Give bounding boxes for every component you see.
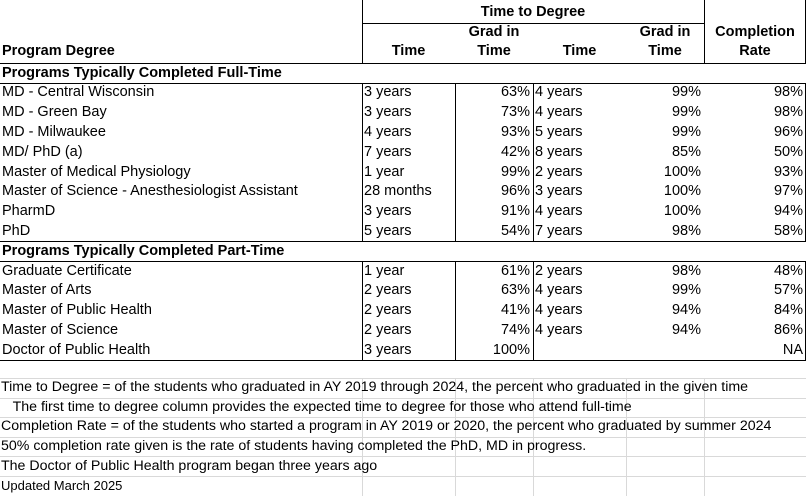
table-cell-time2: 3 years xyxy=(535,183,583,200)
footnote: The Doctor of Public Health program began three years ago xyxy=(1,457,378,474)
cell-border xyxy=(455,301,456,321)
cell-border xyxy=(533,202,534,222)
cell-border xyxy=(455,122,456,142)
cell-border xyxy=(533,162,534,182)
table-cell-program: Master of Science xyxy=(2,321,119,338)
table-cell-time: 1 year xyxy=(364,262,405,279)
cell-border xyxy=(455,320,456,340)
cell-border xyxy=(362,162,363,182)
table-cell-program: MD/ PhD (a) xyxy=(2,143,83,160)
table-cell-grad2: 99% xyxy=(671,84,701,101)
table-cell-time: 3 years xyxy=(364,104,412,121)
gridline xyxy=(626,378,627,496)
footnote: 50% completion rate given is the rate of students having completed the PhD, MD in progress. xyxy=(1,438,587,455)
table-cell-program: Master of Science - Anesthesiologist Assistant xyxy=(2,183,298,200)
cell-border xyxy=(533,221,534,241)
table-cell-program: MD - Green Bay xyxy=(2,104,107,121)
table-cell-program: MD - Milwaukee xyxy=(2,123,106,140)
table-cell-time2: 8 years xyxy=(535,143,583,160)
footnote: Time to Degree = of the students who graduated in AY 2019 through 2024, the percent who graduated in the given time xyxy=(1,379,749,395)
table-cell-time2: 4 years xyxy=(535,282,583,299)
cell-border xyxy=(455,182,456,202)
table-cell-grad2: 85% xyxy=(671,143,701,160)
table-cell-grad2: 94% xyxy=(671,321,701,338)
table-cell-grad2: 100% xyxy=(663,203,701,220)
col-header-completion-rate: Completion xyxy=(715,24,795,40)
table-cell-grad2: 100% xyxy=(663,163,701,180)
table-cell-time: 28 months xyxy=(364,183,432,200)
col-header-grad-in-time-1: Grad in xyxy=(468,24,520,40)
col-header-program-degree: Program Degree xyxy=(2,43,115,59)
cell-border xyxy=(533,320,534,340)
table-cell-program: Graduate Certificate xyxy=(2,262,132,279)
cell-border xyxy=(533,301,534,321)
table-cell-time: 3 years xyxy=(364,203,412,220)
cell-border xyxy=(362,320,363,340)
cell-border xyxy=(533,261,534,281)
table-cell-completion: 94% xyxy=(773,203,803,220)
table-cell-grad2: 98% xyxy=(671,222,701,239)
gridline xyxy=(362,378,363,496)
cell-border xyxy=(362,182,363,202)
cell-border xyxy=(455,340,456,360)
cell-border xyxy=(362,301,363,321)
table-cell-grad2: 98% xyxy=(671,262,701,279)
table-cell-grad: 42% xyxy=(500,143,530,160)
table-cell-time2: 4 years xyxy=(535,321,583,338)
cell-border xyxy=(455,103,456,123)
cell-border xyxy=(362,221,363,241)
cell-border xyxy=(362,83,363,103)
table-cell-program: Doctor of Public Health xyxy=(2,341,151,358)
cell-border xyxy=(533,122,534,142)
table-cell-time: 2 years xyxy=(364,282,412,299)
cell-border xyxy=(455,202,456,222)
table-cell-time: 5 years xyxy=(364,222,412,239)
cell-border xyxy=(362,142,363,162)
col-header-grad-in-time-1b: Time xyxy=(477,43,511,59)
col-header-grad-in-time-2b: Time xyxy=(648,43,682,59)
table-cell-completion: 50% xyxy=(773,143,803,160)
table-cell-grad: 63% xyxy=(500,282,530,299)
table-cell-time: 4 years xyxy=(364,123,412,140)
cell-border xyxy=(362,122,363,142)
header-border xyxy=(704,0,705,63)
table-cell-completion: 84% xyxy=(773,302,803,319)
col-header-time-2: Time xyxy=(562,43,597,59)
table-cell-completion: 93% xyxy=(773,163,803,180)
table-cell-program: Master of Medical Physiology xyxy=(2,163,191,180)
col-header-completion-rate-b: Rate xyxy=(739,43,771,59)
footnote: The first time to degree column provides the expected time to degree for those who attend full-time xyxy=(1,398,632,415)
table-cell-time: 3 years xyxy=(364,84,412,101)
table-cell-grad2: 94% xyxy=(671,302,701,319)
table-cell-completion: 98% xyxy=(773,104,803,121)
table-cell-grad: 63% xyxy=(500,84,530,101)
table-cell-time: 3 years xyxy=(364,341,412,358)
table-cell-time2: 2 years xyxy=(535,163,583,180)
table-bottom-border xyxy=(0,360,806,361)
table-cell-completion: 58% xyxy=(773,222,803,239)
table-cell-grad: 54% xyxy=(500,222,530,239)
table-cell-grad2: 99% xyxy=(671,282,701,299)
table-cell-grad: 73% xyxy=(500,104,530,121)
table-cell-completion: 97% xyxy=(773,183,803,200)
gridline xyxy=(533,378,534,496)
table-cell-time: 1 year xyxy=(364,163,405,180)
table-cell-grad: 93% xyxy=(500,123,530,140)
cell-border xyxy=(533,340,534,360)
table-cell-grad2: 100% xyxy=(663,183,701,200)
group-header-time-to-degree: Time to Degree xyxy=(480,4,586,20)
cell-border xyxy=(455,281,456,301)
table-cell-program: Master of Public Health xyxy=(2,302,152,319)
table-cell-completion: 96% xyxy=(773,123,803,140)
table-cell-time: 7 years xyxy=(364,143,412,160)
table-cell-time: 2 years xyxy=(364,321,412,338)
cell-border xyxy=(362,261,363,281)
table-cell-completion: 86% xyxy=(773,321,803,338)
cell-border xyxy=(455,261,456,281)
table-cell-time2: 5 years xyxy=(535,123,583,140)
col-header-time: Time xyxy=(391,43,426,59)
table-cell-grad2: 99% xyxy=(671,104,701,121)
table-cell-time: 2 years xyxy=(364,302,412,319)
table-cell-grad: 99% xyxy=(500,163,530,180)
footnote: Completion Rate = of the students who started a program in AY 2019 or 2020, the percent who graduated by summer 2024 xyxy=(1,418,772,435)
cell-border xyxy=(533,83,534,103)
section-title: Programs Typically Completed Full-Time xyxy=(2,64,282,81)
table-cell-program: PhD xyxy=(2,222,31,239)
cell-border xyxy=(362,281,363,301)
cell-border xyxy=(455,221,456,241)
table-cell-time2: 4 years xyxy=(535,302,583,319)
table-cell-grad: 100% xyxy=(492,341,530,358)
table-cell-program: Master of Arts xyxy=(2,282,92,299)
table-cell-completion: NA xyxy=(782,341,803,358)
cell-border xyxy=(533,142,534,162)
header-border xyxy=(362,0,363,63)
gridline xyxy=(455,378,456,496)
table-cell-time2: 2 years xyxy=(535,262,583,279)
table-cell-time2: 4 years xyxy=(535,203,583,220)
table-cell-time2: 7 years xyxy=(535,222,583,239)
cell-border xyxy=(455,162,456,182)
col-header-grad-in-time-2: Grad in xyxy=(639,24,691,40)
cell-border xyxy=(533,182,534,202)
gridline xyxy=(0,476,806,477)
section-title: Programs Typically Completed Part-Time xyxy=(2,242,285,259)
cell-border xyxy=(362,340,363,360)
table-cell-completion: 57% xyxy=(773,282,803,299)
cell-border xyxy=(362,103,363,123)
cell-border xyxy=(533,281,534,301)
gridline xyxy=(704,378,705,496)
cell-border xyxy=(533,103,534,123)
table-cell-completion: 48% xyxy=(773,262,803,279)
table-cell-grad: 96% xyxy=(500,183,530,200)
table-cell-completion: 98% xyxy=(773,84,803,101)
table-cell-grad: 41% xyxy=(500,302,530,319)
table-cell-time2: 4 years xyxy=(535,104,583,121)
table-cell-grad: 61% xyxy=(500,262,530,279)
table-cell-program: MD - Central Wisconsin xyxy=(2,84,155,101)
cell-border xyxy=(362,202,363,222)
table-cell-program: PharmD xyxy=(2,203,56,220)
cell-border xyxy=(455,83,456,103)
table-cell-time2: 4 years xyxy=(535,84,583,101)
table-cell-grad: 91% xyxy=(500,203,530,220)
table-cell-grad: 74% xyxy=(500,321,530,338)
cell-border xyxy=(455,142,456,162)
updated-date: Updated March 2025 xyxy=(1,478,123,493)
table-cell-grad2: 99% xyxy=(671,123,701,140)
